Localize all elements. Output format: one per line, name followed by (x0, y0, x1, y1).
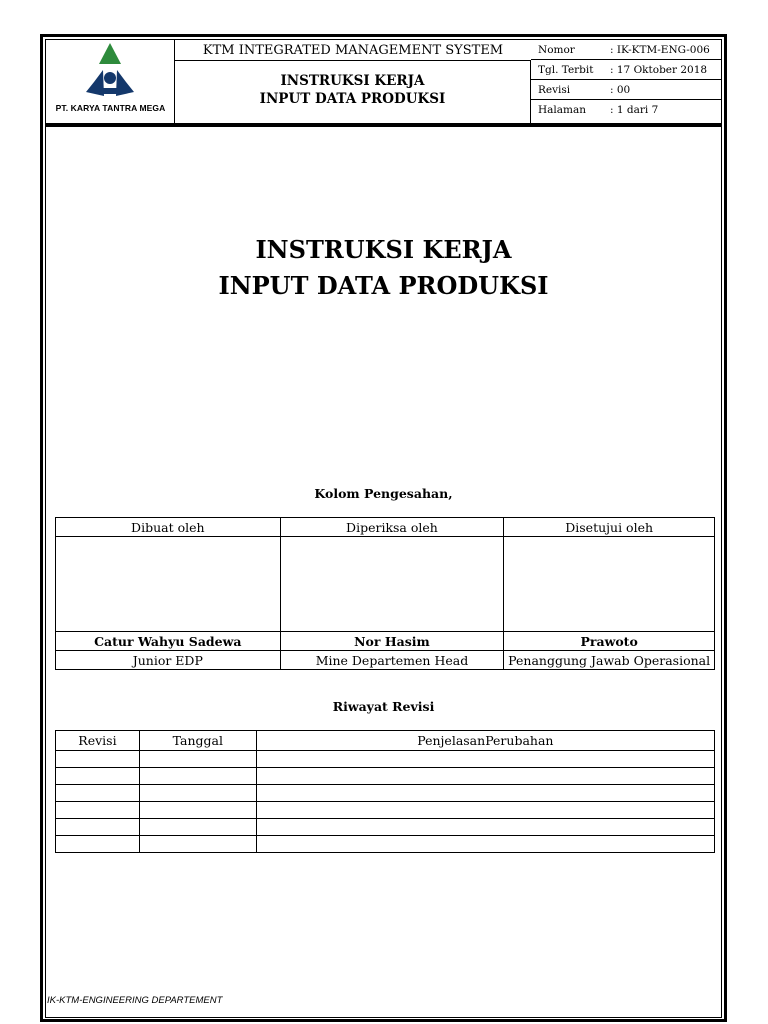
approver-name: Catur Wahyu Sadewa (56, 632, 281, 651)
meta-row-halaman (531, 100, 722, 123)
meta-row-tgl-terbit (531, 60, 722, 80)
main-title (45, 232, 722, 304)
meta-value: : 17 Oktober 2018 (610, 64, 708, 76)
meta-value: : 1 dari 7 (610, 104, 659, 116)
table-cell (56, 751, 140, 768)
header-doc-title (175, 61, 531, 123)
table-cell (56, 785, 140, 802)
approver-position-row (56, 651, 715, 670)
company-logo-icon (46, 40, 175, 102)
revision-header-row (56, 731, 715, 751)
table-cell (139, 819, 256, 836)
header-separator (45, 123, 722, 127)
table-cell (256, 819, 714, 836)
table-cell (56, 768, 140, 785)
main-title-line1: INSTRUKSI KERJA (255, 235, 512, 264)
revision-section-label: Riwayat Revisi (332, 699, 435, 714)
signature-row (56, 537, 715, 632)
revision-header: Revisi (56, 731, 140, 751)
revision-header: PenjelasanPerubahan (256, 731, 714, 751)
approval-table (55, 517, 715, 670)
logo-cell (46, 40, 175, 123)
footer-text: IK-KTM-ENGINEERING DEPARTEMENT (47, 995, 223, 1006)
table-cell (256, 836, 714, 853)
meta-row-revisi (531, 80, 722, 100)
approver-position: Mine Departemen Head (280, 651, 504, 670)
approver-position: Penanggung Jawab Operasional (504, 651, 715, 670)
header-doc-title-line1: INSTRUKSI KERJA (280, 73, 425, 89)
meta-label: Halaman (538, 104, 587, 116)
approval-section-label: Kolom Pengesahan, (314, 486, 453, 501)
table-cell (56, 836, 140, 853)
table-cell (139, 836, 256, 853)
meta-value: : 00 (610, 84, 631, 96)
approver-name-row (56, 632, 715, 651)
table-row (56, 819, 715, 836)
meta-row-nomor (531, 40, 722, 60)
table-cell (256, 768, 714, 785)
table-cell (256, 751, 714, 768)
meta-value: : IK-KTM-ENG-006 (610, 44, 710, 56)
table-row (56, 836, 715, 853)
approval-header: Disetujui oleh (504, 518, 715, 537)
approval-header: Diperiksa oleh (280, 518, 504, 537)
meta-label: Revisi (538, 84, 571, 96)
main-title-line2: INPUT DATA PRODUKSI (218, 271, 549, 300)
approval-header: Dibuat oleh (56, 518, 281, 537)
signature-box (280, 537, 504, 632)
table-cell (256, 785, 714, 802)
table-row (56, 785, 715, 802)
meta-label: Nomor (538, 44, 575, 56)
approver-name: Prawoto (504, 632, 715, 651)
table-cell (256, 802, 714, 819)
revision-table (55, 730, 715, 853)
signature-box (504, 537, 715, 632)
table-row (56, 802, 715, 819)
approver-position: Junior EDP (56, 651, 281, 670)
header-doc-title-line2: INPUT DATA PRODUKSI (259, 91, 446, 107)
system-title: KTM INTEGRATED MANAGEMENT SYSTEM (175, 40, 531, 61)
signature-box (56, 537, 281, 632)
approver-name: Nor Hasim (280, 632, 504, 651)
approval-header-row (56, 518, 715, 537)
table-cell (139, 802, 256, 819)
table-cell (56, 802, 140, 819)
table-row (56, 751, 715, 768)
table-row (56, 768, 715, 785)
table-cell (139, 785, 256, 802)
company-name: PT. KARYA TANTRA MEGA (55, 103, 166, 113)
table-cell (56, 819, 140, 836)
meta-label: Tgl. Terbit (538, 64, 594, 76)
revision-header: Tanggal (139, 731, 256, 751)
table-cell (139, 751, 256, 768)
table-cell (139, 768, 256, 785)
document-meta (531, 40, 722, 123)
